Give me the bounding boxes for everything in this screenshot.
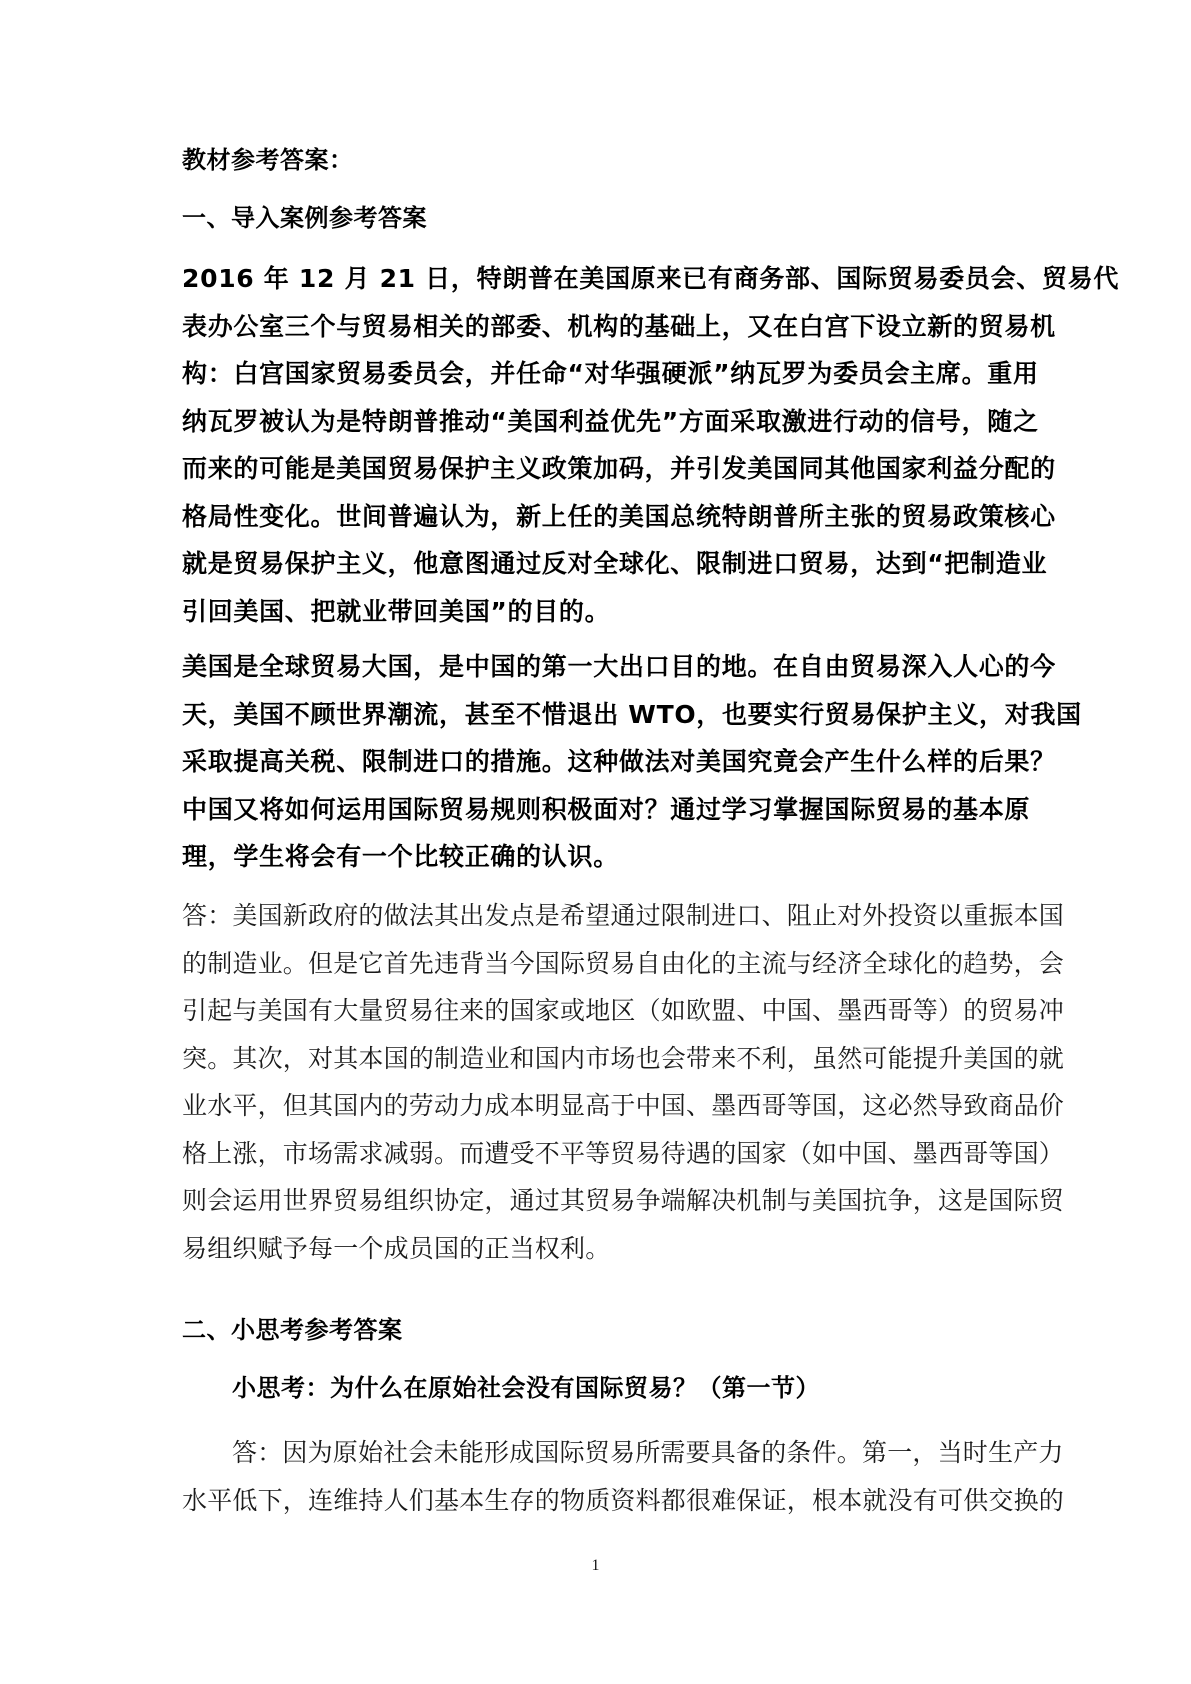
answer-line: 突。其次，对其本国的制造业和国内市场也会带来不利，虽然可能提升美国的就 bbox=[182, 1043, 1065, 1073]
case-line: 就是贸易保护主义，他意图通过反对全球化、限制进口贸易，达到“把制造业 bbox=[182, 549, 1048, 578]
answer-line: 的制造业。但是它首先违背当今国际贸易自由化的主流与经济全球化的趋势，会 bbox=[182, 948, 1065, 978]
case-line: 纳瓦罗被认为是特朗普推动“美国利益优先”方面采取激进行动的信号，随之 bbox=[182, 406, 1039, 436]
case-answer-paragraph bbox=[182, 892, 1065, 1272]
answer-line: 易组织赋予每一个成员国的正当权利。 bbox=[182, 1233, 611, 1263]
question-line: 理，学生将会有一个比较正确的认识。 bbox=[182, 842, 619, 871]
answer-line: 引起与美国有大量贸易往来的国家或地区（如欧盟、中国、墨西哥等）的贸易冲 bbox=[182, 996, 1065, 1025]
case-paragraph bbox=[182, 255, 1120, 635]
case-line: 表办公室三个与贸易相关的部委、机构的基础上，又在白宫下设立新的贸易机 bbox=[182, 311, 1056, 341]
section-heading-thinking: 二、小思考参考答案 bbox=[182, 1316, 403, 1344]
thinking-question: 小思考：为什么在原始社会没有国际贸易？（第一节） bbox=[232, 1373, 820, 1402]
answer-line: 则会运用世界贸易组织协定，通过其贸易争端解决机制与美国抗争，这是国际贸 bbox=[182, 1186, 1065, 1215]
case-line: 而来的可能是美国贸易保护主义政策加码，并引发美国同其他国家利益分配的 bbox=[182, 454, 1056, 483]
question-line: 美国是全球贸易大国，是中国的第一大出口目的地。在自由贸易深入人心的今 bbox=[182, 652, 1056, 681]
page-number: 1 bbox=[591, 1557, 600, 1574]
case-question-paragraph bbox=[182, 643, 1082, 881]
case-line: 构：白宫国家贸易委员会，并任命“对华强硬派”纳瓦罗为委员会主席。重用 bbox=[182, 359, 1039, 388]
thinking-answer-line: 答：因为原始社会未能形成国际贸易所需要具备的条件。第一，当时生产力 bbox=[232, 1438, 1064, 1467]
thinking-answer-line: 水平低下，连维持人们基本生存的物质资料都很难保证，根本就没有可供交换的 bbox=[182, 1485, 1065, 1515]
answer-line: 业水平，但其国内的劳动力成本明显高于中国、墨西哥等国，这必然导致商品价 bbox=[182, 1091, 1065, 1120]
case-line: 引回美国、把就业带回美国”的目的。 bbox=[182, 596, 611, 626]
section-heading-case: 一、导入案例参考答案 bbox=[182, 204, 427, 232]
case-line: 格局性变化。世间普遍认为，新上任的美国总统特朗普所主张的贸易政策核心 bbox=[182, 501, 1056, 531]
case-line: 2016 年 12 月 21 日，特朗普在美国原来已有商务部、国际贸易委员会、贸易代 bbox=[182, 264, 1120, 293]
answer-line: 格上涨，市场需求减弱。而遭受不平等贸易待遇的国家（如中国、墨西哥等国） bbox=[182, 1138, 1065, 1168]
answer-line: 答：美国新政府的做法其出发点是希望通过限制进口、阻止对外投资以重振本国 bbox=[182, 901, 1065, 930]
document-title: 教材参考答案： bbox=[182, 146, 354, 174]
question-line: 中国又将如何运用国际贸易规则积极面对？通过学习掌握国际贸易的基本原 bbox=[182, 794, 1031, 824]
question-line: 采取提高关税、限制进口的措施。这种做法对美国究竟会产生什么样的后果？ bbox=[182, 747, 1056, 776]
thinking-answer-paragraph bbox=[182, 1429, 1065, 1524]
question-line: 天，美国不顾世界潮流，甚至不惜退出 WTO，也要实行贸易保护主义，对我国 bbox=[182, 699, 1082, 729]
